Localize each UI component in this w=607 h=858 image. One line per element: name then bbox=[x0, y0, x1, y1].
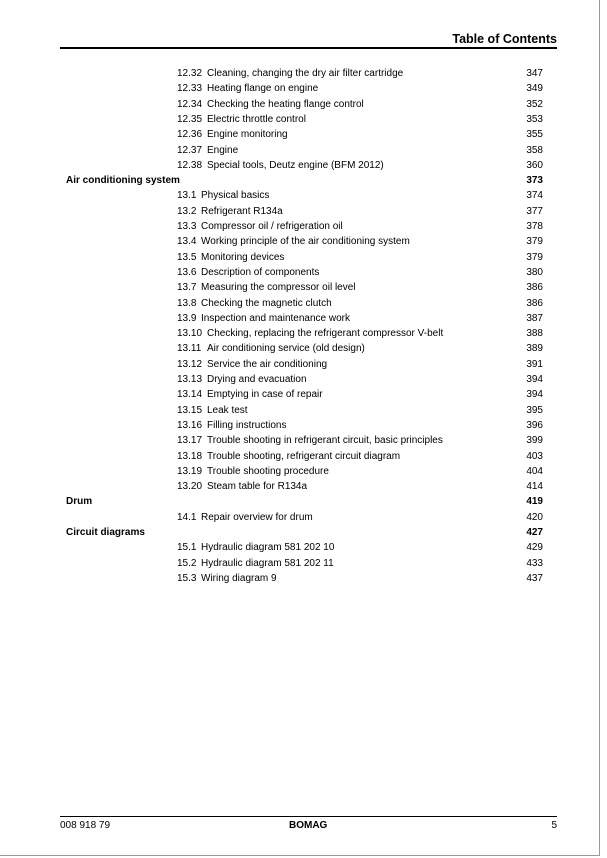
toc-entry-title: Hydraulic diagram 581 202 10 bbox=[201, 542, 335, 554]
toc-entry-title: Air conditioning service (old design) bbox=[207, 343, 365, 355]
toc-entry-number: 13.17 bbox=[177, 435, 203, 447]
toc-entry-title: Service the air conditioning bbox=[207, 358, 328, 370]
toc-entry-number: 13.1 bbox=[177, 190, 197, 202]
toc-page-number: 374 bbox=[526, 190, 543, 202]
toc-entry-row[interactable] bbox=[0, 373, 607, 387]
toc-entry-number: 15.1 bbox=[177, 542, 197, 554]
toc-page-number: 358 bbox=[526, 144, 543, 156]
toc-entry-title: Trouble shooting in refrigerant circuit, basic principles bbox=[207, 435, 443, 447]
toc-entry-number: 13.15 bbox=[177, 404, 203, 416]
toc-page-number: 352 bbox=[526, 98, 543, 110]
toc-entry-number: 13.3 bbox=[177, 221, 197, 232]
toc-entry-row[interactable] bbox=[0, 327, 607, 341]
toc-entry-title: Heating flange on engine bbox=[207, 83, 319, 95]
toc-page-number: 404 bbox=[526, 465, 543, 477]
toc-entry-number: 13.13 bbox=[177, 374, 203, 385]
toc-entry-title: Engine bbox=[207, 144, 239, 156]
toc-page-number: 355 bbox=[526, 129, 543, 141]
toc-entry-row[interactable] bbox=[0, 281, 607, 295]
toc-entry-title: Filling instructions bbox=[207, 419, 287, 431]
toc-page-number: 353 bbox=[526, 113, 543, 125]
toc-page-number: 380 bbox=[526, 266, 543, 278]
toc-page-number: 403 bbox=[526, 450, 543, 462]
toc-page-number: 396 bbox=[526, 419, 543, 431]
toc-entry-number: 13.14 bbox=[177, 389, 203, 401]
toc-entry-title: Wiring diagram 9 bbox=[201, 572, 277, 584]
toc-entry-number: 13.16 bbox=[177, 419, 203, 431]
toc-entry-row[interactable] bbox=[0, 450, 607, 464]
toc-page-number: 437 bbox=[526, 572, 543, 584]
toc-entry-row[interactable] bbox=[0, 388, 607, 402]
toc-entry-number: 13.4 bbox=[177, 236, 197, 248]
toc-entry-number: 13.18 bbox=[177, 450, 203, 462]
toc-entry-row[interactable] bbox=[0, 297, 607, 311]
footer-brand: BOMAG bbox=[289, 820, 328, 831]
toc-page-number: 379 bbox=[526, 251, 543, 263]
toc-entry-number: 13.11 bbox=[177, 343, 202, 355]
toc-page-number: 419 bbox=[526, 496, 543, 508]
toc-entry-title: Engine monitoring bbox=[207, 129, 288, 141]
page-title: Table of Contents bbox=[452, 32, 557, 46]
toc-entry-row[interactable] bbox=[0, 557, 607, 571]
toc-page-number: 379 bbox=[526, 236, 543, 248]
toc-entry-title: Compressor oil / refrigeration oil bbox=[201, 221, 343, 232]
toc-entry-row[interactable] bbox=[0, 358, 607, 372]
toc-page-number: 395 bbox=[526, 404, 543, 416]
toc-entry-title: Description of components bbox=[201, 266, 320, 278]
toc-entry-number: 13.7 bbox=[177, 282, 197, 294]
toc-page-number: 389 bbox=[526, 343, 543, 355]
toc-entry-row[interactable] bbox=[0, 98, 607, 112]
toc-page-number: 386 bbox=[526, 282, 543, 294]
toc-entry-number: 12.33 bbox=[177, 83, 203, 95]
toc-entry-title: Physical basics bbox=[201, 190, 270, 202]
toc-entry-row[interactable] bbox=[0, 189, 607, 203]
toc-entry-number: 12.34 bbox=[177, 98, 203, 110]
toc-entry-title: Trouble shooting procedure bbox=[207, 465, 329, 477]
toc-entry-title: Refrigerant R134a bbox=[201, 205, 283, 217]
toc-section-row[interactable] bbox=[0, 174, 607, 188]
toc-entry-row[interactable] bbox=[0, 312, 607, 326]
toc-entry-title: Hydraulic diagram 581 202 11 bbox=[201, 557, 334, 569]
toc-page-number: 429 bbox=[526, 542, 543, 554]
toc-entry-title: Monitoring devices bbox=[201, 251, 285, 263]
toc-entry-row[interactable] bbox=[0, 82, 607, 96]
toc-entry-number: 12.36 bbox=[177, 129, 203, 141]
toc-page-number: 386 bbox=[526, 297, 543, 309]
toc-entry-title: Special tools, Deutz engine (BFM 2012) bbox=[207, 159, 384, 171]
toc-entry-row[interactable] bbox=[0, 572, 607, 586]
toc-entry-title: Checking, replacing the refrigerant compressor V-belt bbox=[207, 328, 444, 340]
toc-entry-number: 14.1 bbox=[177, 511, 197, 523]
toc-entry-title: Trouble shooting, refrigerant circuit diagram bbox=[207, 450, 401, 462]
toc-section-row[interactable] bbox=[0, 495, 607, 509]
toc-entry-number: 12.37 bbox=[177, 144, 203, 156]
toc-page-number: 391 bbox=[526, 358, 543, 370]
toc-entry-title: Working principle of the air conditioning system bbox=[201, 236, 410, 248]
toc-entry-row[interactable] bbox=[0, 159, 607, 173]
toc-page-number: 399 bbox=[526, 435, 543, 447]
footer-rule bbox=[60, 816, 557, 817]
toc-entry-row[interactable] bbox=[0, 480, 607, 494]
toc-entry-row[interactable] bbox=[0, 113, 607, 127]
toc-entry-number: 13.9 bbox=[177, 312, 197, 324]
toc-entry-number: 15.2 bbox=[177, 557, 197, 569]
footer-doc-number: 008 918 79 bbox=[60, 820, 111, 831]
toc-page-number: 433 bbox=[526, 557, 543, 569]
toc-page-number: 427 bbox=[526, 527, 543, 538]
toc-entry-row[interactable] bbox=[0, 266, 607, 280]
toc-entry-number: 13.2 bbox=[177, 205, 197, 217]
toc-entry-title: Leak test bbox=[207, 404, 248, 416]
footer-page-number: 5 bbox=[551, 820, 557, 831]
toc-entry-title: Cleaning, changing the dry air filter cartridge bbox=[207, 68, 404, 79]
toc-entry-row[interactable] bbox=[0, 128, 607, 142]
toc-entry-number: 12.35 bbox=[177, 113, 203, 125]
toc-page-number: 414 bbox=[526, 481, 543, 493]
toc-entry-title: Emptying in case of repair bbox=[207, 389, 323, 401]
toc-entry-number: 13.19 bbox=[177, 465, 203, 477]
toc-entry-row[interactable] bbox=[0, 342, 607, 356]
toc-entry-row[interactable] bbox=[0, 541, 607, 555]
toc-entry-row[interactable] bbox=[0, 235, 607, 249]
toc-entry-title: Checking the magnetic clutch bbox=[201, 297, 332, 309]
toc-entry-number: 13.12 bbox=[177, 358, 203, 370]
toc-page-number: 394 bbox=[526, 374, 543, 385]
toc-entry-title: Electric throttle control bbox=[207, 113, 306, 125]
toc-entry-number: 13.8 bbox=[177, 297, 197, 309]
toc-page-number: 347 bbox=[526, 68, 543, 79]
toc-section-title: Air conditioning system bbox=[66, 175, 180, 187]
toc-entry-title: Repair overview for drum bbox=[201, 511, 313, 523]
toc-entry-number: 13.20 bbox=[177, 481, 203, 493]
toc-page-number: 373 bbox=[526, 175, 543, 187]
toc-entry-title: Checking the heating flange control bbox=[207, 98, 364, 110]
toc-entry-row[interactable] bbox=[0, 220, 607, 234]
toc-entry-row[interactable] bbox=[0, 465, 607, 479]
toc-page-number: 377 bbox=[526, 205, 543, 217]
toc-page-number: 360 bbox=[526, 159, 543, 171]
toc-entry-row[interactable] bbox=[0, 251, 607, 265]
toc-page-number: 378 bbox=[526, 221, 543, 232]
toc-section-title: Circuit diagrams bbox=[66, 527, 145, 538]
toc-entry-number: 12.38 bbox=[177, 159, 203, 171]
toc-section-row[interactable] bbox=[0, 526, 607, 540]
toc-entry-row[interactable] bbox=[0, 434, 607, 448]
toc-entry-number: 15.3 bbox=[177, 572, 197, 584]
toc-entry-row[interactable] bbox=[0, 419, 607, 433]
toc-entry-row[interactable] bbox=[0, 205, 607, 219]
toc-entry-title: Inspection and maintenance work bbox=[201, 312, 350, 324]
toc-page-number: 420 bbox=[526, 511, 543, 523]
toc-page-number: 388 bbox=[526, 328, 543, 340]
toc-entry-row[interactable] bbox=[0, 144, 607, 158]
toc-section-title: Drum bbox=[66, 496, 93, 508]
toc-entry-number: 13.6 bbox=[177, 266, 197, 278]
toc-entry-title: Steam table for R134a bbox=[207, 481, 308, 493]
toc-entry-row[interactable] bbox=[0, 67, 607, 81]
toc-entry-title: Measuring the compressor oil level bbox=[201, 282, 356, 294]
toc-page-number: 349 bbox=[526, 83, 543, 95]
toc-page-number: 387 bbox=[526, 312, 543, 324]
toc-entry-row[interactable] bbox=[0, 511, 607, 525]
toc-entry-number: 13.10 bbox=[177, 328, 203, 340]
toc-entry-number: 12.32 bbox=[177, 68, 203, 79]
toc-page-number: 394 bbox=[526, 389, 543, 401]
toc-entry-number: 13.5 bbox=[177, 251, 197, 263]
toc-entry-row[interactable] bbox=[0, 404, 607, 418]
toc-entry-title: Drying and evacuation bbox=[207, 374, 307, 385]
